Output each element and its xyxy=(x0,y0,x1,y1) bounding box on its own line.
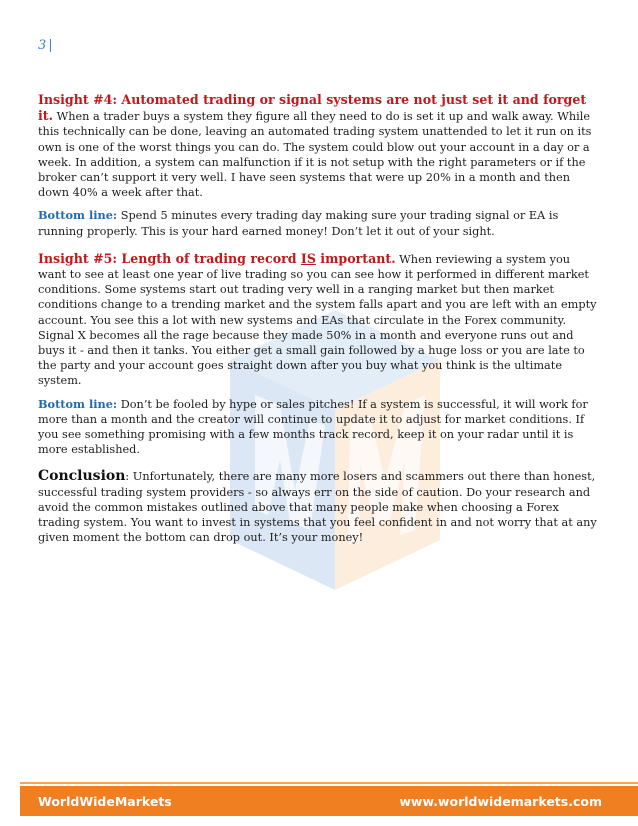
insight-5-paragraph xyxy=(38,251,601,389)
bottom-line-text: Don’t be fooled by hype or sales pitches! If a system is successful, it will work for more than a month and the creator will continue to update it to adjust for market conditions. If you see something promising with a few months track record, keep it on your radar until it is more established. xyxy=(38,397,588,457)
footer-divider xyxy=(20,782,638,784)
insight-4-title: Insight #4: Automated trading or signal systems are not just set it and forget it. xyxy=(38,92,587,124)
insight-5-title: Insight #5: Length of trading record IS important. xyxy=(38,250,396,266)
insight-4-paragraph xyxy=(38,92,601,200)
bottom-line-label: Bottom line: xyxy=(38,208,118,223)
insight-5-title-emphasis: IS xyxy=(300,250,316,266)
footer-website-link[interactable]: www.worldwidemarkets.com xyxy=(399,794,602,809)
insight-5-bottom-line xyxy=(38,397,601,458)
page-number: 3 | xyxy=(38,38,53,53)
bottom-line-text: Spend 5 minutes every trading day making sure your trading signal or EA is running properly. This is your hard earned money! Don’t let it out of your sight. xyxy=(38,209,559,238)
insight-4-body: When a trader buys a system they figure all they need to do is set it up and walk away. While this technically can be done, leaving an automated trading system unattended to let it run on its own is one of the worst things you can do. The system could blow out your account in a day or a week. In addition, a system can malfunction if it is not setup with the right parameters or if the broker can’t support it very well. I have seen systems that were up 20% in a month and then down 40% a week after that. xyxy=(38,110,592,200)
document-body xyxy=(38,92,601,553)
insight-4-bottom-line xyxy=(38,208,601,238)
footer-brand: WorldWideMarkets xyxy=(38,794,172,809)
bottom-line-label: Bottom line: xyxy=(38,396,118,411)
insight-5-body: When reviewing a system you want to see at least one year of live trading so you can see how it performed in different market conditions. Some systems start out trading very well in a ranging market but then market conditions change to a trending market and the system falls apart and you are left with an empty account. You see this a lot with new systems and EAs that circulate in the Forex community. Signal X becomes all the rage because they made 50% in a month and everyone runs out and buys it - and then it tanks. You either get a small gain followed by a huge loss or you are late to the party and your account goes straight down after you buy what you think is the ultimate system. xyxy=(38,252,597,388)
footer-notch xyxy=(0,786,20,816)
conclusion-label: Conclusion xyxy=(38,468,126,485)
conclusion-text: : Unfortunately, there are many more losers and scammers out there than honest, successful trading system providers - so always err on the side of caution. Do your research and avoid the common mistakes outlined above that many people make when choosing a Forex trading system. You want to invest in systems that you feel confident in and not worry that at any given moment the bottom can drop out. It’s your money! xyxy=(38,470,597,545)
conclusion-paragraph xyxy=(38,469,601,545)
